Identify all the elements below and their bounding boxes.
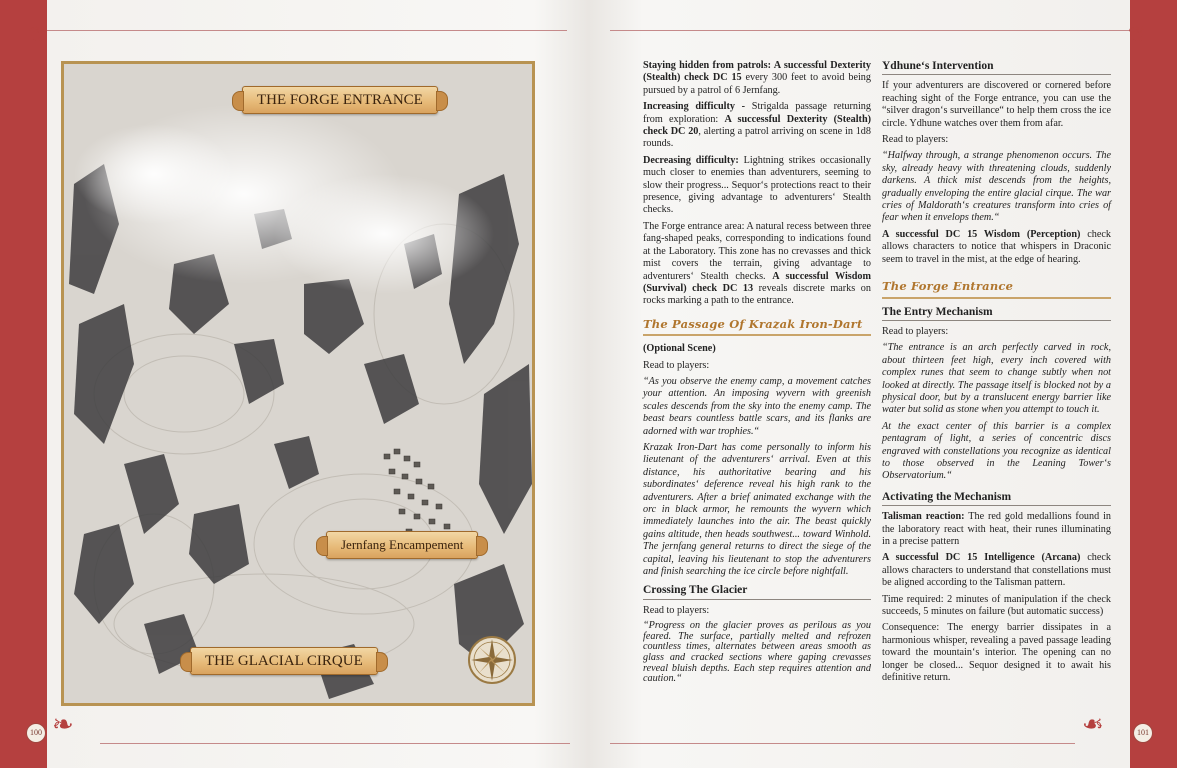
dragon-ornament-icon: ❧ xyxy=(52,710,74,739)
text: The Forge entrance area: A natural recess between three fang-shaped peaks, corresponding to indications found at the Laboratory. This zone has no crevasses and thick mist covers the terrain, giving advantage to adventurers‘ Stealth checks. xyxy=(643,220,871,282)
heading-forge-entrance: The Forge Entrance xyxy=(882,280,1111,298)
text: reveals discrete marks on rocks marking a path to the entrance. xyxy=(643,282,871,307)
read-to-players: Read to players: xyxy=(643,359,710,371)
heading-crossing: Crossing The Glacier xyxy=(643,584,871,599)
text-column-2 xyxy=(882,60,1111,688)
bold-text: (Optional Scene) xyxy=(643,343,716,355)
text: every 300 feet to avoid being pursued by a patrol of 6 Jernfang. xyxy=(643,72,871,96)
bold-lead: Staying hidden from patrols: A successful Dexterity (Stealth) check DC 15 xyxy=(643,60,871,84)
bold-lead: Decreasing difficulty: xyxy=(643,154,739,166)
paragraph-consequence: Consequence: The energy barrier dissipates in a harmonious whisper, revealing a paved passage leading toward the mountain‘s interior. The opening can no longer be closed... Sequor designed it to await his definitive return. xyxy=(882,622,1111,684)
glacier-map xyxy=(61,61,535,706)
dragon-ornament-icon: ❧ xyxy=(1082,710,1104,739)
top-rule-left xyxy=(47,30,567,31)
quote-mist: “Halfway through, a strange phenomenon occurs. The sky, already heavy with threatening clouds, suddenly darkens. A thick mist descends from the heights, gradually enveloping the entire glacial cirque. The war cries of Maldorath‘s creatures transform into cries of fear when it envelops them.“ xyxy=(882,150,1111,224)
paragraph-wisdom xyxy=(882,229,1111,266)
heading-activating: Activating the Mechanism xyxy=(882,491,1111,506)
map-label-encampment: Jernfang Encampement xyxy=(326,531,478,559)
bold-lead: Talisman reaction: xyxy=(882,511,965,523)
paragraph-krazak: Krazak Iron-Dart has come personally to inform his lieutenant of the adventurers‘ arrival. Even at this distance, his authoritative bearing and his subordinates‘ deference reveal his high rank to the adventurers. After a brief animated exchange with the orc in black armor, he remounts the wyvern which immediately launches into the air. The beast quickly gains altitude, then heads southwest... toward Winhold. The jernfang general returns to direct the siege of the capital, leaving his lieutenant to stop the adventurers and finish searching the ice circle before nightfall. xyxy=(643,441,871,578)
compass-rose-icon xyxy=(467,635,517,685)
map-label-forge-entrance: THE FORGE ENTRANCE xyxy=(242,86,438,114)
text: check allows characters to understand that constellations must be aligned according to the Talisman pattern. xyxy=(882,552,1111,589)
text: Strigalda passage returning from exploration: xyxy=(643,101,871,125)
bottom-rule-right xyxy=(610,743,1075,744)
paragraph-patrols xyxy=(643,60,871,97)
paragraph-decreasing xyxy=(643,155,871,217)
bold-check: A successful Wisdom (Survival) check DC 13 xyxy=(643,270,871,294)
read-to-players: Read to players: xyxy=(643,604,710,616)
map-label-glacial-cirque: THE GLACIAL CIRQUE xyxy=(190,647,378,675)
optional-scene xyxy=(643,343,871,355)
page-number-right: 101 xyxy=(1133,723,1153,743)
paragraph-talisman xyxy=(882,511,1111,548)
text: Lightning strikes occasionally much closer to enemies than adventurers, seeming to slow their progress... Sequor‘s protections react to their presence, giving advantage to adventurers‘ Stealth checks. xyxy=(643,154,871,216)
bold-check: A successful Dexterity (Stealth) check DC 20 xyxy=(643,113,871,138)
paragraph-time: Time required: 2 minutes of manipulation if the check succeeds, 5 minutes on failure (but automatic success) xyxy=(882,593,1111,618)
map-terrain xyxy=(64,64,532,703)
paragraph-increasing xyxy=(643,101,871,151)
text-column-1 xyxy=(643,60,871,689)
quote-pentagram: At the exact center of this barrier is a complex pentagram of light, a series of concentric discs engraved with constellations you recognize as identical to those observed in the Leaning Tower‘s Observatorium.“ xyxy=(882,420,1111,482)
text: The red gold medallions found in the laboratory react with heat, their runes illuminating in a precise pattern xyxy=(882,511,1111,547)
text: check allows characters to notice that whispers in Draconic seem to travel in the mist, at the edge of hearing. xyxy=(882,228,1111,265)
heading-passage: The Passage Of Krazak Iron-Dart xyxy=(643,318,871,336)
text: , alerting a patrol arriving on scene in 1d8 rounds. xyxy=(643,126,871,150)
bottom-rule-left xyxy=(100,743,570,744)
corner-flourish-icon: ❦ xyxy=(28,22,47,47)
paragraph-forge-area xyxy=(643,221,871,308)
corner-flourish-icon: ❦ xyxy=(1128,22,1147,47)
heading-ydhune: Ydhune‘s Intervention xyxy=(882,60,1111,75)
bold-check: A successful DC 15 Wisdom (Perception) xyxy=(882,228,1081,240)
quote-glacier: “Progress on the glacier proves as perilous as you feared. The surface, partially melted and refrozen countless times, alternates between areas smooth as glass and cracked sections where gaping crevasses reveal bluish depths. Each step requires attention and caution.“ xyxy=(643,620,871,685)
paragraph-ydhune: If your adventurers are discovered or cornered before reaching sight of the Forge entrance, you can use the “silver dragon‘s surveillance“ to help them cross the ice circle. Ydhune watches over them from afar. xyxy=(882,80,1111,129)
read-to-players: Read to players: xyxy=(882,325,949,337)
quote-arch: “The entrance is an arch perfectly carved in rock, about thirteen feet high, every inch covered with complex runes that seem to change subtly when not looked at directly. The passage itself is blocked not by a physical door, but by a translucent energy barrier like water but solid as stone when you attempt to touch it. xyxy=(882,342,1111,416)
bold-check: A successful DC 15 Intelligence (Arcana) xyxy=(882,552,1081,564)
page-number-left: 100 xyxy=(26,723,46,743)
quote-wyvern: “As you observe the enemy camp, a movement catches your attention. An imposing wyvern with greenish scales descends from the sky into the enemy camp. The beast bears countless battle scars, and its flanks are adorned with war trophies.“ xyxy=(643,375,871,437)
bold-lead: Increasing difficulty - xyxy=(643,101,746,113)
paragraph-intelligence xyxy=(882,552,1111,589)
heading-entry-mechanism: The Entry Mechanism xyxy=(882,306,1111,321)
top-rule-right xyxy=(610,30,1130,31)
read-to-players: Read to players: xyxy=(882,134,949,146)
